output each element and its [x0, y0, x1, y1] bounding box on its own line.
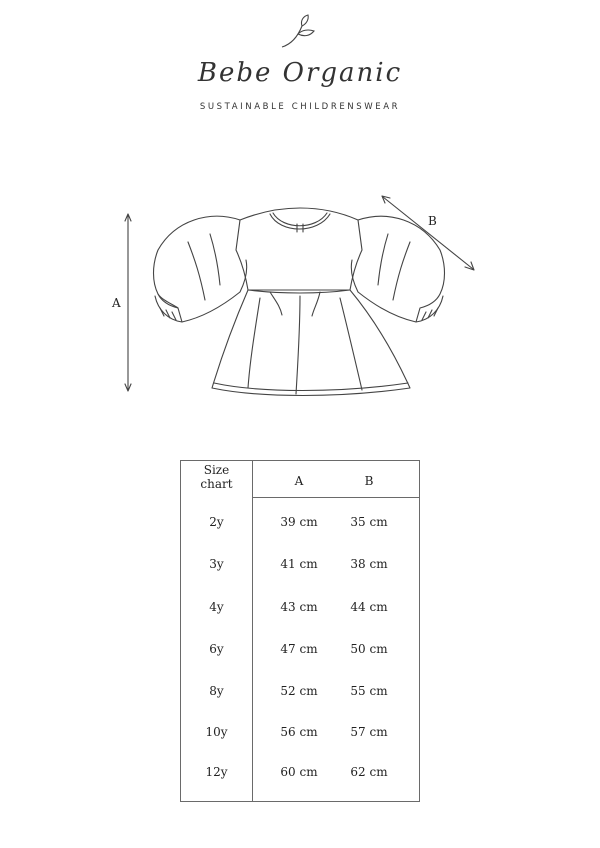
row-size: 8y — [209, 684, 224, 698]
row-b-value: 44 cm — [350, 600, 388, 614]
row-a-value: 47 cm — [280, 642, 318, 656]
row-b-value: 38 cm — [350, 557, 388, 571]
row-size: 4y — [209, 600, 224, 614]
row-size: 12y — [205, 765, 228, 779]
size-chart-table — [180, 460, 420, 802]
brand-tagline: SUSTAINABLE CHILDRENSWEAR — [199, 102, 401, 112]
row-a-value: 60 cm — [280, 765, 318, 779]
dimension-b-arrow — [382, 196, 474, 270]
dress-illustration — [100, 190, 500, 405]
row-b-value: 57 cm — [350, 725, 388, 739]
row-a-value: 39 cm — [280, 515, 318, 529]
row-a-value: 41 cm — [280, 557, 318, 571]
row-b-value: 35 cm — [350, 515, 388, 529]
column-header-a: A — [294, 474, 304, 488]
row-a-value: 43 cm — [280, 600, 318, 614]
brand-name: Bebe Organic — [197, 58, 403, 88]
header-divider — [252, 497, 419, 498]
size-chart-header-line1: Size — [203, 463, 230, 477]
row-size: 2y — [209, 515, 224, 529]
leaf-sprig-icon — [278, 14, 322, 50]
dimension-b-label: B — [428, 214, 437, 228]
dimension-a-label: A — [112, 296, 121, 310]
row-b-value: 62 cm — [350, 765, 388, 779]
row-a-value: 56 cm — [280, 725, 318, 739]
row-size: 3y — [209, 557, 224, 571]
column-header-b: B — [364, 474, 374, 488]
size-chart-header-line2: chart — [200, 477, 233, 491]
dimension-a-arrow — [125, 214, 131, 391]
size-chart-header — [181, 463, 252, 491]
row-a-value: 52 cm — [280, 684, 318, 698]
row-b-value: 55 cm — [350, 684, 388, 698]
row-b-value: 50 cm — [350, 642, 388, 656]
row-size: 10y — [205, 725, 228, 739]
column-divider — [252, 461, 253, 801]
row-size: 6y — [209, 642, 224, 656]
